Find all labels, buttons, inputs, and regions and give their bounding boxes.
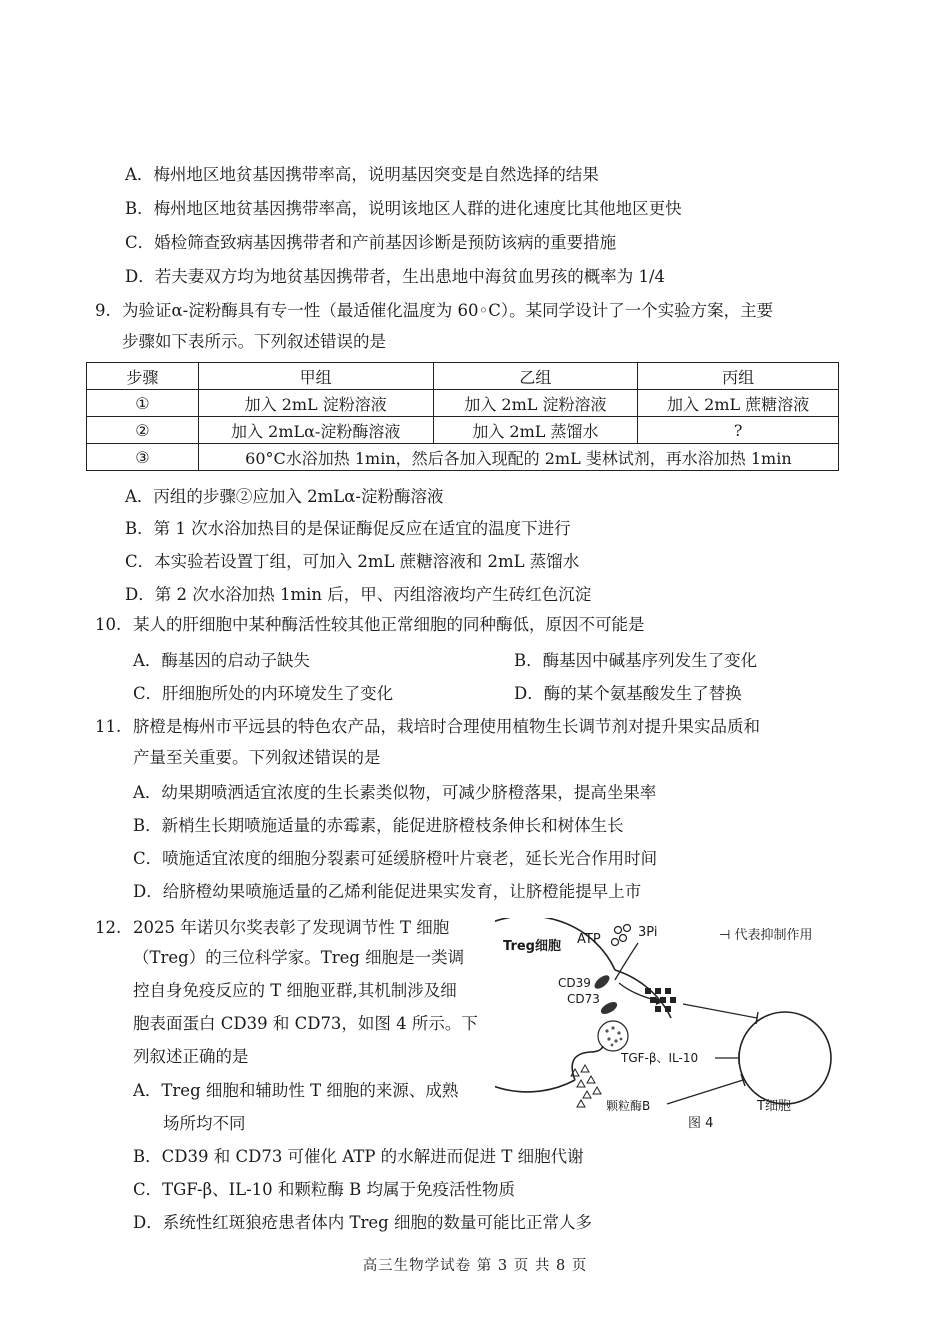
q9-stem-line1: 为验证α-淀粉酶具有专一性（最适催化温度为 60◦C）。某同学设计了一个实验方案，主要: [122, 301, 774, 320]
q9-number: 9.: [95, 301, 111, 320]
q9-option-d: D．第 2 次水浴加热 1min 后，甲、丙组溶液均产生砖红色沉淀: [125, 585, 592, 604]
table-cell: 加入 2mL 蔗糖溶液: [638, 390, 839, 417]
q12-stem-line4: 胞表面蛋白 CD39 和 CD73，如图 4 所示。下: [133, 1014, 478, 1033]
table-row: [87, 390, 839, 417]
q12-number: 12.: [95, 918, 122, 937]
q8-option-c: C．婚检筛查致病基因携带者和产前基因诊断是预防该病的重要措施: [125, 233, 617, 252]
inhibition-line-granzyme: [667, 1080, 743, 1104]
q10-number: 10.: [95, 615, 122, 634]
legend-inhibition: ⊣ 代表抑制作用: [719, 928, 813, 943]
q9-stem-line2: 步骤如下表所示。下列叙述错误的是: [122, 332, 386, 351]
table-cell: ②: [87, 417, 199, 444]
figure-4-diagram: [495, 918, 840, 1140]
q10-option-a: A．酶基因的启动子缺失: [133, 651, 310, 670]
q12-option-c: C．TGF-β、IL-10 和颗粒酶 B 均属于免疫活性物质: [133, 1180, 516, 1199]
table-header-row: [87, 363, 839, 390]
q10-option-d: D．酶的某个氨基酸发生了替换: [514, 684, 742, 703]
table-row: [87, 417, 839, 444]
page-footer: 高三生物学试卷 第 3 页 共 8 页: [362, 1258, 588, 1274]
treg-label: Treg细胞: [503, 939, 561, 954]
q11-stem-line2: 产量至关重要。下列叙述错误的是: [133, 748, 381, 767]
table-cell: 加入 2mL 淀粉溶液: [433, 390, 638, 417]
q12-stem-line3: 控自身免疫反应的 T 细胞亚群,其机制涉及细: [133, 981, 457, 1000]
table-header-cell: 甲组: [198, 363, 433, 390]
table-cell: 60°C水浴加热 1min，然后各加入现配的 2mL 斐林试剂，再水浴加热 1min: [198, 444, 838, 471]
q8-option-d: D．若夫妻双方均为地贫基因携带者，生出患地中海贫血男孩的概率为 1/4: [125, 267, 666, 286]
q11-stem-line1: 脐橙是梅州市平远县的特色农产品，栽培时合理使用植物生长调节剂对提升果实品质和: [133, 717, 760, 736]
q12-stem-line5: 列叙述正确的是: [133, 1047, 249, 1066]
q9-option-b: B．第 1 次水浴加热目的是保证酶促反应在适宜的温度下进行: [125, 519, 571, 538]
q11-option-a: A．幼果期喷洒适宜浓度的生长素类似物，可减少脐橙落果，提高坐果率: [133, 783, 657, 802]
q11-number: 11.: [95, 717, 122, 736]
table-cell: 加入 2mLα-淀粉酶溶液: [198, 417, 433, 444]
q12-stem-line2: （Treg）的三位科学家。Treg 细胞是一类调: [133, 948, 465, 967]
table-cell: ③: [87, 444, 199, 471]
q8-option-b: B．梅州地区地贫基因携带率高，说明该地区人群的进化速度比其他地区更快: [125, 199, 682, 218]
q12-option-b: B．CD39 和 CD73 可催化 ATP 的水解进而促进 T 细胞代谢: [133, 1147, 584, 1166]
cd39-label: CD39: [558, 976, 591, 990]
q9-option-c: C．本实验若设置丁组，可加入 2mL 蔗糖溶液和 2mL 蒸馏水: [125, 552, 580, 571]
q10-stem: 某人的肝细胞中某种酶活性较其他正常细胞的同种酶低，原因不可能是: [133, 615, 645, 634]
q10-option-c: C．肝细胞所处的内环境发生了变化: [133, 684, 394, 703]
q12-option-a-line1: A．Treg 细胞和辅助性 T 细胞的来源、成熟: [133, 1081, 459, 1100]
granzyme-label: 颗粒酶B: [606, 1099, 651, 1113]
atp-label: ATP: [577, 932, 601, 947]
inhibition-line-adenosine: [683, 1004, 757, 1018]
table-row: [87, 444, 839, 471]
q8-option-a: A．梅州地区地贫基因携带率高，说明基因突变是自然选择的结果: [125, 165, 599, 184]
q9-steps-table: [86, 362, 839, 471]
table-header-cell: 丙组: [638, 363, 839, 390]
figure-caption: 图 4: [688, 1116, 714, 1131]
cytokines-label: TGF-β、IL-10: [621, 1051, 699, 1065]
cd73-protein: [599, 1000, 619, 1017]
cd73-label: CD73: [567, 992, 600, 1006]
table-cell: ①: [87, 390, 199, 417]
q11-option-b: B．新梢生长期喷施适量的赤霉素，能促进脐橙枝条伸长和树体生长: [133, 816, 624, 835]
table-cell: 加入 2mL 蒸馏水: [433, 417, 638, 444]
q11-option-d: D．给脐橙幼果喷施适量的乙烯利能促进果实发育，让脐橙能提早上市: [133, 882, 642, 901]
table-header-cell: 步骤: [87, 363, 199, 390]
q12-option-d: D．系统性红斑狼疮患者体内 Treg 细胞的数量可能比正常人多: [133, 1213, 592, 1232]
treg-cell-membrane-right: [615, 970, 671, 1018]
q9-option-a: A．丙组的步骤②应加入 2mLα-淀粉酶溶液: [125, 487, 444, 506]
q12-stem-line1: 2025 年诺贝尔奖表彰了发现调节性 T 细胞: [133, 918, 450, 937]
q10-option-b: B．酶基因中碱基序列发生了变化: [514, 651, 758, 670]
table-cell: ?: [638, 417, 839, 444]
cd39-protein: [592, 973, 612, 991]
granzyme-triangles: [571, 1065, 601, 1107]
q11-option-c: C．喷施适宜浓度的细胞分裂素可延缓脐橙叶片衰老，延长光合作用时间: [133, 849, 658, 868]
pi-circles: [612, 925, 631, 946]
q12-option-a-line2: 场所均不同: [163, 1114, 246, 1133]
table-header-cell: 乙组: [433, 363, 638, 390]
adenosine-squares: [645, 988, 676, 1012]
pi-label: 3Pi: [638, 925, 658, 940]
table-cell: 加入 2mL 淀粉溶液: [198, 390, 433, 417]
secretory-bulge: [572, 1046, 603, 1080]
t-cell: [739, 1012, 831, 1104]
t-cell-label: T细胞: [757, 1099, 791, 1114]
